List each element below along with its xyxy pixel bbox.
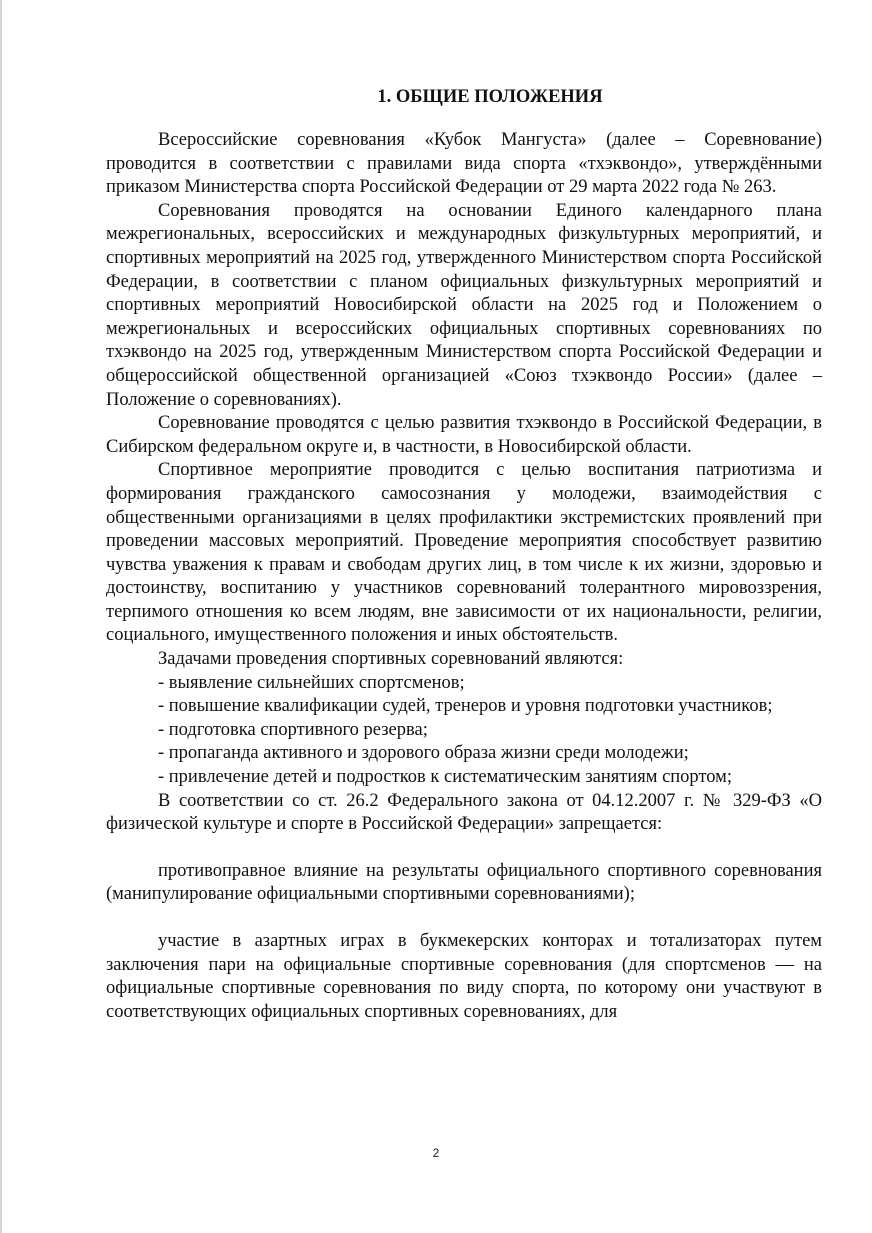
page-number: 2 (432, 1146, 440, 1160)
list-item-task-3: - подготовка спортивного резерва; (158, 719, 428, 740)
paragraph-intro: Всероссийские соревнования «Кубок Мангуста» (далее – Соревнование) проводится в соответствии с правилами вида спорта «тхэквондо», утверждёнными приказом Министерства спорта Российской Федерации от 29 марта 2022 года № 263. (106, 130, 822, 198)
paragraph-law-reference: В соответствии со ст. 26.2 Федерального закона от 04.12.2007 г. № 329-ФЗ «О физической культуре и спорте в Российской Федерации» запрещается: (106, 790, 822, 835)
list-item-task-2: - повышение квалификации судей, тренеров и уровня подготовки участников; (158, 696, 773, 717)
list-item-task-4: - пропаганда активного и здорового образа жизни среди молодежи; (158, 743, 689, 764)
paragraph-prohibition-1: противоправное влияние на результаты официального спортивного соревнования (манипулирование официальными спортивными соревнованиями); (106, 860, 822, 905)
page-content (106, 88, 822, 1024)
list-item-task-1: - выявление сильнейших спортсменов; (158, 672, 465, 693)
paragraph-basis: Соревнования проводятся на основании Единого календарного плана межрегиональных, всероссийских и международных физкультурных мероприятий, и спортивных мероприятий на 2025 год, утвержденного Министерством спорта Российской Федерации, в соответствии с планом официальных физкультурных мероприятий и спортивных мероприятий Новосибирской области на 2025 год и Положением о межрегиональных и всероссийских официальных спортивных соревнованиях по тхэквондо на 2025 год, утвержденным Министерством спорта Российской Федерации и общероссийской общественной организацией «Союз тхэквондо России» (далее – Положение о соревнованиях). (106, 200, 822, 410)
paragraph-prohibition-2: участие в азартных играх в букмекерских конторах и тотализаторах путем заключения пари на официальные спортивные соревнования (для спортсменов — на официальные спортивные соревнования по виду спорта, по которому они участвуют в соответствующих официальных спортивных соревнованиях, для (106, 931, 822, 1022)
list-item-task-5: - привлечение детей и подростков к систематическим занятиям спортом; (158, 767, 733, 788)
section-title: 1. ОБЩИЕ ПОЛОЖЕНИЯ (377, 87, 603, 107)
paragraph-tasks-heading: Задачами проведения спортивных соревнований являются: (158, 649, 624, 670)
paragraph-purpose: Соревнование проводятся с целью развития тхэквондо в Российской Федерации, в Сибирском федеральном округе и, в частности, в Новосибирской области. (106, 413, 822, 457)
paragraph-patriotism: Спортивное мероприятие проводится с целью воспитания патриотизма и формирования гражданского самосознания у молодежи, взаимодействия с общественными организациями в целях профилактики экстремистских проявлений при проведении массовых мероприятий. Проведение мероприятия способствует развитию чувства уважения к правам и свободам других лиц, в том числе к их жизни, здоровью и достоинству, воспитанию у участников соревнований толерантного мировоззрения, терпимого отношения ко всем людям, вне зависимости от их национальности, религии, социального, имущественного положения и иных обстоятельств. (106, 460, 822, 646)
page-edge-divider (0, 0, 2, 1233)
